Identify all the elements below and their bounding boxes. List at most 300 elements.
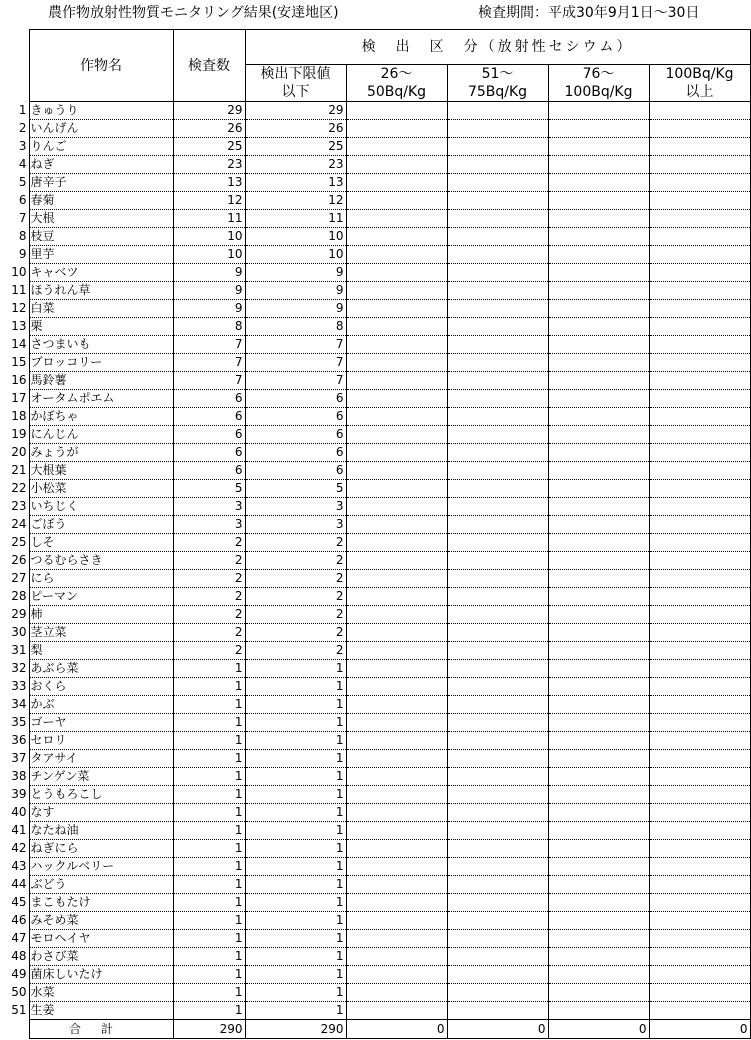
table-row [0,588,750,606]
crop-name: 茎立菜 [29,624,173,642]
row-number: 12 [11,301,27,315]
range-76-100-cell [548,102,649,120]
range-over-100-cell [649,534,750,552]
range-76-100-cell [548,264,649,282]
row-number: 27 [11,571,27,585]
crop-name: しそ [29,534,173,552]
inspection-count: 10 [173,246,245,264]
range-over-100-cell [649,354,750,372]
range-over-100-cell [649,948,750,966]
inspection-count: 1 [173,822,245,840]
range-26-50-cell [346,426,447,444]
row-number: 50 [11,985,27,999]
range-over-100-cell [649,642,750,660]
range-26-50-cell [346,588,447,606]
range-over-100-cell [649,408,750,426]
row-number: 14 [11,337,27,351]
range-51-75-cell [447,516,548,534]
range-26-50-cell [346,246,447,264]
crop-name: つるむらさき [29,552,173,570]
range-76-100-cell [548,462,649,480]
crop-name: ハックルベリー [29,858,173,876]
range-26-50-cell [346,606,447,624]
inspection-count: 6 [173,390,245,408]
range-51-75-cell [447,444,548,462]
inspection-count: 9 [173,300,245,318]
table-row [0,768,750,786]
range-over-100-cell [649,462,750,480]
row-number: 26 [11,553,27,567]
table-row [0,966,750,984]
range-76-100-cell [548,840,649,858]
page-title: 農作物放射性物質モニタリング結果(安達地区) [48,5,339,21]
range-over-100-cell [649,390,750,408]
total-row [0,1020,750,1039]
range-51-75-cell [447,750,548,768]
table-row [0,264,750,282]
below-limit-count: 29 [245,102,346,120]
range-51-75-cell [447,786,548,804]
below-limit-count: 8 [245,318,346,336]
row-number: 22 [11,481,27,495]
row-number: 4 [18,157,27,171]
row-number: 34 [11,697,27,711]
inspection-count: 1 [173,876,245,894]
crop-name: 大根葉 [29,462,173,480]
range-26-50-cell [346,444,447,462]
inspection-count: 6 [173,426,245,444]
range-51-75-cell [447,804,548,822]
row-number: 11 [11,283,27,297]
inspection-count: 1 [173,930,245,948]
crop-name: 里芋 [29,246,173,264]
below-limit-count: 12 [245,192,346,210]
range-over-100-cell [649,264,750,282]
range-over-100-cell [649,336,750,354]
range-76-100-cell [548,480,649,498]
range-76-100-cell [548,570,649,588]
range-26-50-cell [346,678,447,696]
range-51-75-cell [447,426,548,444]
table-row [0,120,750,138]
range-26-50-cell [346,282,447,300]
range-26-50-cell [346,822,447,840]
range-51-75-cell [447,264,548,282]
table-row [0,570,750,588]
range-over-100-cell [649,858,750,876]
row-number: 16 [11,373,27,387]
header-crop-name: 作物名 [29,30,173,102]
range-26-50-cell [346,228,447,246]
inspection-count: 11 [173,210,245,228]
range-26-50-cell [346,840,447,858]
crop-name: 唐辛子 [29,174,173,192]
range-26-50-cell [346,912,447,930]
below-limit-count: 6 [245,444,346,462]
below-limit-count: 10 [245,228,346,246]
range-51-75-cell [447,894,548,912]
table-row [0,552,750,570]
below-limit-count: 2 [245,570,346,588]
crop-name: 馬鈴薯 [29,372,173,390]
crop-name: かぶ [29,696,173,714]
range-over-100-cell [649,318,750,336]
inspection-count: 7 [173,372,245,390]
row-number: 36 [11,733,27,747]
crop-name: にんじん [29,426,173,444]
range-51-75-cell [447,588,548,606]
crop-name: あぶら菜 [29,660,173,678]
range-51-75-cell [447,480,548,498]
row-number: 29 [11,607,27,621]
range-51-75-cell [447,696,548,714]
range-26-50-cell [346,894,447,912]
crop-name: みそめ菜 [29,912,173,930]
range-76-100-cell [548,768,649,786]
crop-name: タアサイ [29,750,173,768]
inspection-count: 1 [173,696,245,714]
range-51-75-cell [447,228,548,246]
range-26-50-cell [346,318,447,336]
crop-name: オータムポエム [29,390,173,408]
range-51-75-cell [447,408,548,426]
range-over-100-cell [649,840,750,858]
table-row [0,786,750,804]
crop-name: さつまいも [29,336,173,354]
inspection-count: 1 [173,660,245,678]
range-over-100-cell [649,570,750,588]
row-number: 18 [11,409,27,423]
crop-name: なたね油 [29,822,173,840]
range-51-75-cell [447,336,548,354]
range-over-100-cell [649,174,750,192]
range-51-75-cell [447,840,548,858]
row-number: 43 [11,859,27,873]
row-number: 3 [18,139,27,153]
range-51-75-cell [447,282,548,300]
range-76-100-cell [548,930,649,948]
range-over-100-cell [649,120,750,138]
range-51-75-cell [447,552,548,570]
range-51-75-cell [447,192,548,210]
inspection-count: 1 [173,912,245,930]
range-26-50-cell [346,372,447,390]
row-number: 47 [11,931,27,945]
range-76-100-cell [548,534,649,552]
table-row [0,696,750,714]
row-number: 40 [11,805,27,819]
range-over-100-cell [649,768,750,786]
inspection-count: 23 [173,156,245,174]
range-26-50-cell [346,570,447,588]
range-76-100-cell [548,156,649,174]
row-number: 42 [11,841,27,855]
table-row [0,948,750,966]
table-row [0,408,750,426]
crop-name: 栗 [29,318,173,336]
inspection-count: 6 [173,462,245,480]
inspection-count: 1 [173,948,245,966]
inspection-count: 2 [173,534,245,552]
range-51-75-cell [447,876,548,894]
below-limit-count: 3 [245,498,346,516]
range-26-50-cell [346,138,447,156]
range-26-50-cell [346,156,447,174]
table-row [0,300,750,318]
table-row [0,462,750,480]
range-51-75-cell [447,732,548,750]
crop-name: ほうれん草 [29,282,173,300]
range-76-100-cell [548,192,649,210]
range-76-100-cell [548,120,649,138]
row-number: 28 [11,589,27,603]
range-26-50-cell [346,516,447,534]
below-limit-count: 1 [245,678,346,696]
crop-name: 大根 [29,210,173,228]
range-51-75-cell [447,822,548,840]
range-76-100-cell [548,678,649,696]
inspection-count: 2 [173,606,245,624]
table-row [0,516,750,534]
below-limit-count: 1 [245,804,346,822]
below-limit-count: 2 [245,642,346,660]
range-over-100-cell [649,516,750,534]
table-row [0,174,750,192]
range-26-50-cell [346,660,447,678]
table-row [0,1002,750,1020]
total-label: 合計 [29,1020,173,1039]
range-over-100-cell [649,588,750,606]
below-limit-count: 3 [245,516,346,534]
crop-name: まこもたけ [29,894,173,912]
crop-name: ねぎにら [29,840,173,858]
table-row [0,930,750,948]
range-over-100-cell [649,156,750,174]
inspection-count: 1 [173,804,245,822]
row-number: 51 [11,1003,27,1017]
header-below-limit [245,65,346,102]
range-26-50-cell [346,336,447,354]
range-26-50-cell [346,642,447,660]
inspection-count: 29 [173,102,245,120]
range-26-50-cell [346,804,447,822]
range-over-100-cell [649,930,750,948]
range-76-100-cell [548,786,649,804]
below-limit-count: 25 [245,138,346,156]
crop-name: かぼちゃ [29,408,173,426]
row-number: 49 [11,967,27,981]
inspection-count: 1 [173,678,245,696]
range-26-50-cell [346,480,447,498]
range-over-100-cell [649,228,750,246]
range-51-75-cell [447,102,548,120]
crop-name: 柿 [29,606,173,624]
range-26-50-cell [346,876,447,894]
range-over-100-cell [649,750,750,768]
below-limit-count: 2 [245,552,346,570]
range-51-75-cell [447,1002,548,1020]
range-26-50-cell [346,408,447,426]
range-over-100-cell [649,732,750,750]
range-26-50-cell [346,696,447,714]
range-76-100-cell [548,336,649,354]
range-51-75-cell [447,390,548,408]
range-76-100-cell [548,390,649,408]
range-76-100-cell [548,174,649,192]
inspection-count: 26 [173,120,245,138]
range-over-100-cell [649,876,750,894]
crop-name: ゴーヤ [29,714,173,732]
row-number: 32 [11,661,27,675]
range-26-50-cell [346,948,447,966]
row-number: 48 [11,949,27,963]
header-count: 検査数 [173,30,245,102]
range-51-75-cell [447,768,548,786]
range-51-75-cell [447,354,548,372]
range-76-100-cell [548,282,649,300]
range-76-100-cell [548,426,649,444]
row-number: 6 [18,193,27,207]
total-count: 290 [173,1020,245,1039]
below-limit-count: 5 [245,480,346,498]
range-over-100-cell [649,984,750,1002]
row-number: 17 [11,391,27,405]
below-limit-count: 7 [245,372,346,390]
inspection-count: 1 [173,840,245,858]
below-limit-count: 1 [245,858,346,876]
range-76-100-cell [548,804,649,822]
range-76-100-cell [548,354,649,372]
header-range-51-75-line2: 75Bq/Kg [467,84,528,100]
range-26-50-cell [346,192,447,210]
below-limit-count: 1 [245,984,346,1002]
crop-name: 小松菜 [29,480,173,498]
below-limit-count: 6 [245,426,346,444]
inspection-count: 3 [173,516,245,534]
range-76-100-cell [548,912,649,930]
below-limit-count: 1 [245,714,346,732]
inspection-count: 8 [173,318,245,336]
header-range-26-50 [346,65,447,102]
inspection-count: 25 [173,138,245,156]
row-number: 37 [11,751,27,765]
range-26-50-cell [346,174,447,192]
crop-name: チンゲン菜 [29,768,173,786]
range-over-100-cell [649,138,750,156]
header-range-76-100 [548,65,649,102]
range-51-75-cell [447,912,548,930]
table-row [0,894,750,912]
inspection-count: 6 [173,408,245,426]
crop-name: とうもろこし [29,786,173,804]
table-row [0,750,750,768]
below-limit-count: 26 [245,120,346,138]
table-row [0,876,750,894]
below-limit-count: 1 [245,660,346,678]
row-number: 41 [11,823,27,837]
inspection-count: 2 [173,570,245,588]
below-limit-count: 23 [245,156,346,174]
table-row [0,480,750,498]
inspection-count: 9 [173,282,245,300]
below-limit-count: 2 [245,588,346,606]
inspection-count: 1 [173,858,245,876]
table-row [0,156,750,174]
row-number: 33 [11,679,27,693]
inspection-count: 1 [173,732,245,750]
row-number: 9 [18,247,27,261]
crop-name: ブロッコリー [29,354,173,372]
header-range-76-100-line2: 100Bq/Kg [564,84,633,100]
table-row [0,354,750,372]
table-row [0,714,750,732]
table-row [0,534,750,552]
range-76-100-cell [548,372,649,390]
inspection-count: 7 [173,336,245,354]
row-number: 25 [11,535,27,549]
range-51-75-cell [447,318,548,336]
crop-name: モロヘイヤ [29,930,173,948]
inspection-count: 1 [173,768,245,786]
range-76-100-cell [548,696,649,714]
range-over-100-cell [649,498,750,516]
range-51-75-cell [447,642,548,660]
table-row [0,246,750,264]
table-row [0,426,750,444]
below-limit-count: 2 [245,606,346,624]
below-limit-count: 9 [245,264,346,282]
crop-name: 枝豆 [29,228,173,246]
table-row [0,336,750,354]
table-row [0,498,750,516]
below-limit-count: 11 [245,210,346,228]
row-number: 38 [11,769,27,783]
table-row [0,138,750,156]
range-51-75-cell [447,534,548,552]
total-range-over-100: 0 [649,1020,750,1039]
below-limit-count: 1 [245,1002,346,1020]
range-51-75-cell [447,498,548,516]
below-limit-count: 7 [245,354,346,372]
below-limit-count: 7 [245,336,346,354]
range-over-100-cell [649,696,750,714]
range-over-100-cell [649,804,750,822]
crop-name: なす [29,804,173,822]
range-76-100-cell [548,714,649,732]
row-number: 35 [11,715,27,729]
range-26-50-cell [346,786,447,804]
crop-name: いんげん [29,120,173,138]
range-26-50-cell [346,390,447,408]
table-row [0,858,750,876]
inspection-count: 5 [173,480,245,498]
range-76-100-cell [548,732,649,750]
header-range-26-50-line2: 50Bq/Kg [366,84,427,100]
table-row [0,210,750,228]
table-row [0,390,750,408]
range-51-75-cell [447,120,548,138]
inspection-count: 1 [173,750,245,768]
inspection-count: 7 [173,354,245,372]
range-76-100-cell [548,984,649,1002]
table-row [0,228,750,246]
row-number: 8 [18,229,27,243]
crop-name: 梨 [29,642,173,660]
range-76-100-cell [548,966,649,984]
range-26-50-cell [346,930,447,948]
row-number: 31 [11,643,27,657]
header-range-over-100 [649,65,750,102]
